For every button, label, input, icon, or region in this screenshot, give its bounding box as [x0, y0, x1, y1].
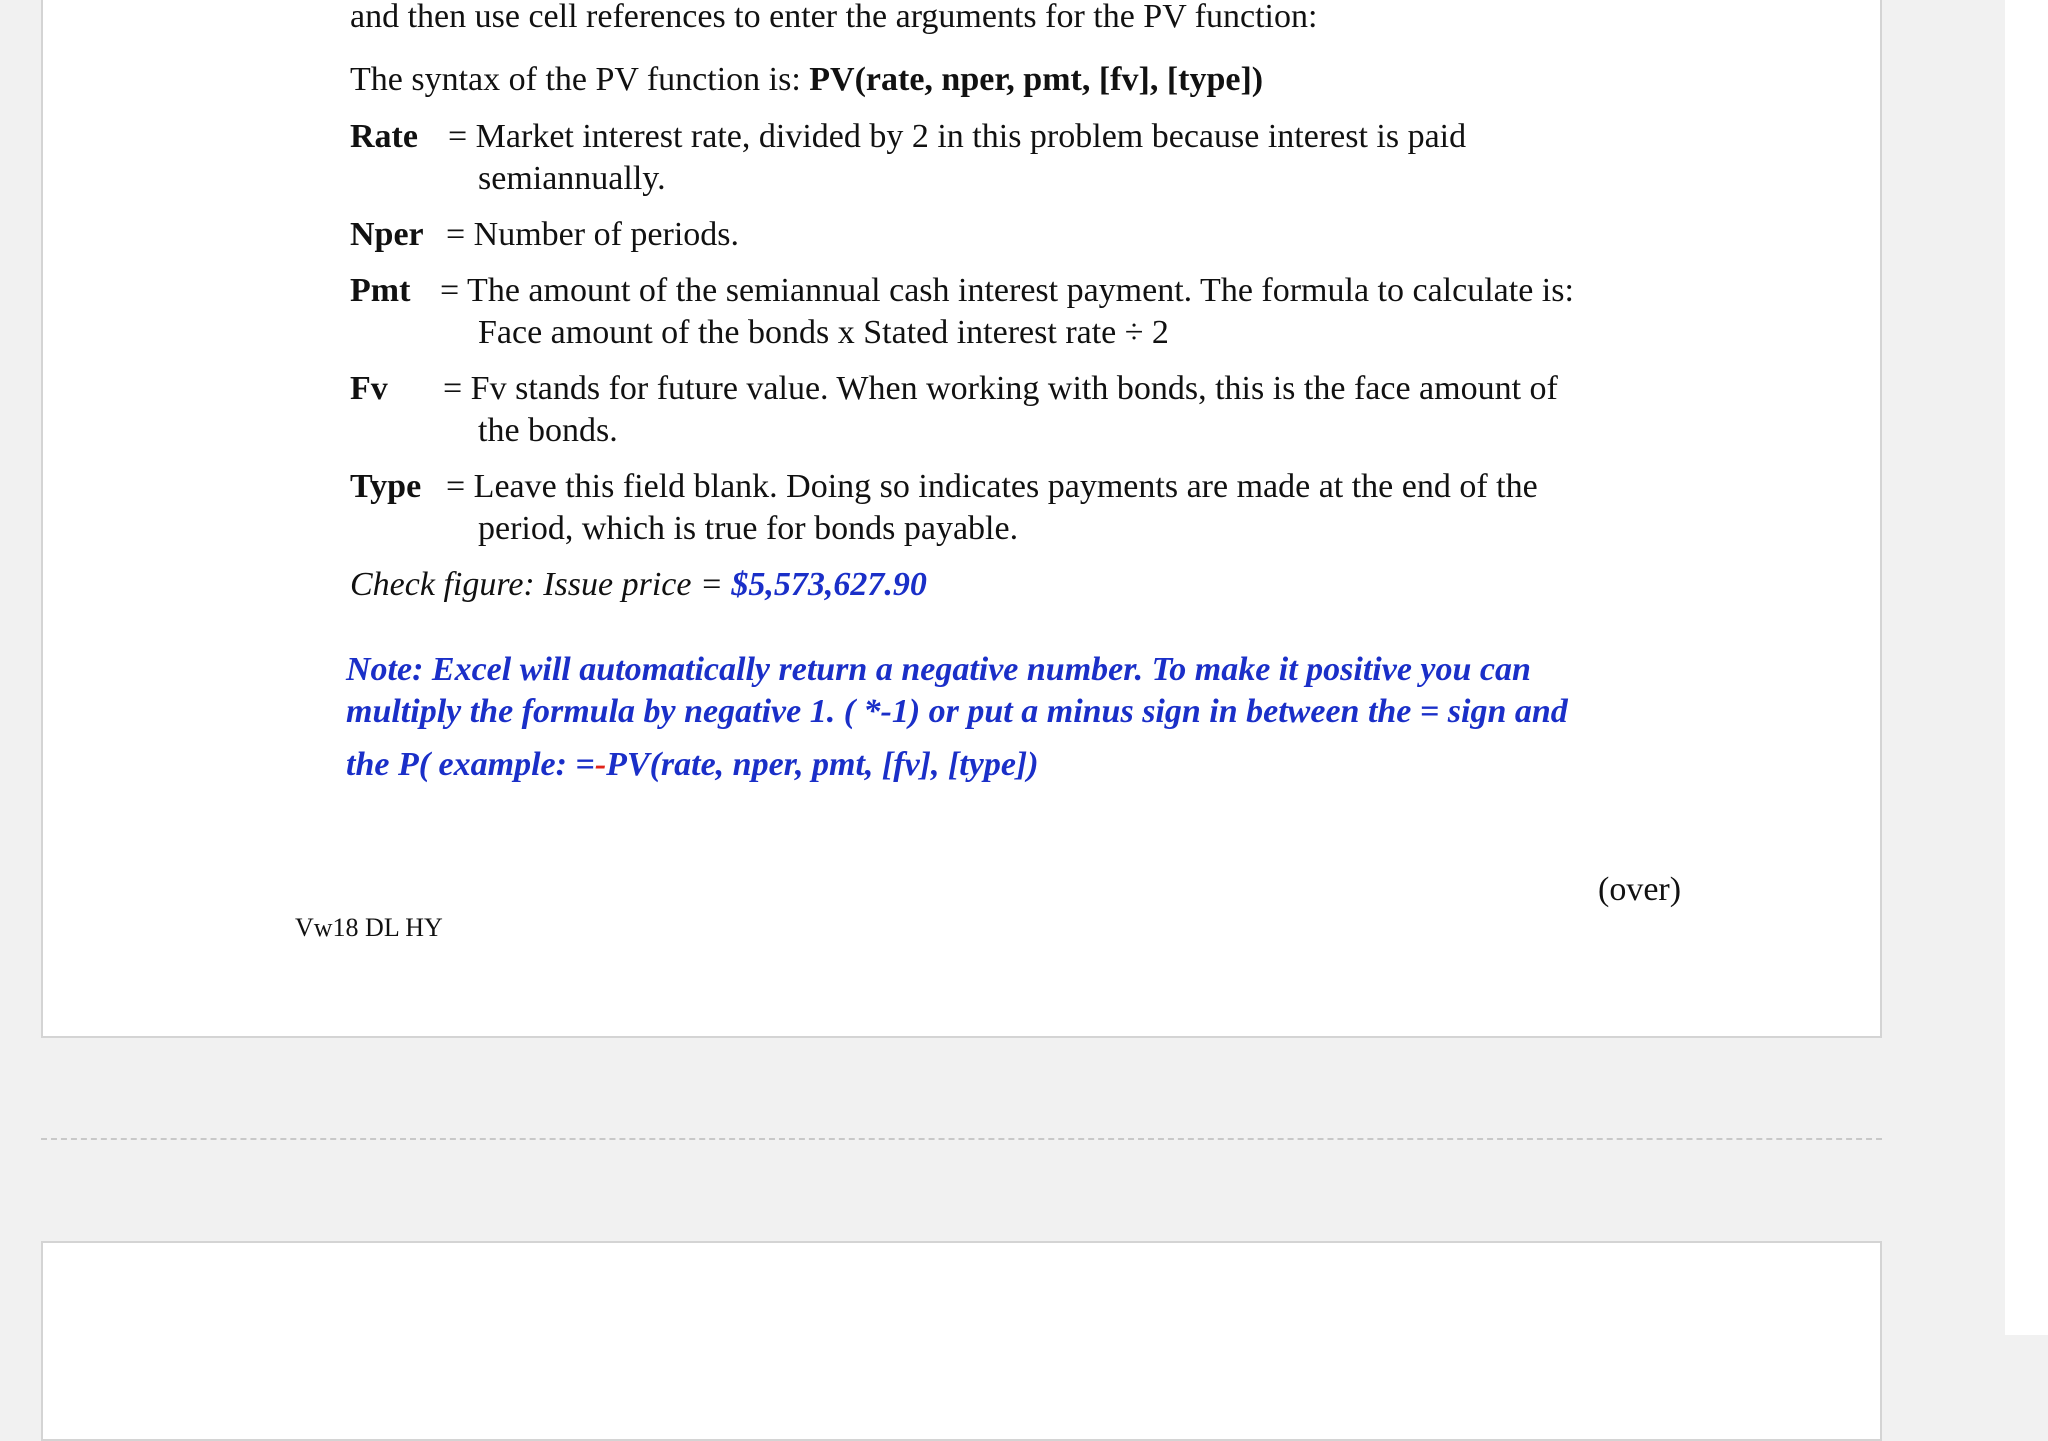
document-page-2 — [41, 1241, 1882, 1441]
note-line2: multiply the formula by negative 1. ( *-1) or put a minus sign in between the = sign and — [346, 693, 1568, 730]
note-line1: Note: Excel will automatically return a negative number. To make it positive you can — [346, 651, 1531, 688]
note-example-start: the P( example: = — [346, 746, 595, 783]
note-line3 — [346, 745, 1039, 785]
footer-code: Vw18 DL HY — [295, 913, 443, 942]
term-type: Type — [350, 468, 422, 505]
nper-definition-line1: = Number of periods. — [446, 216, 740, 253]
syntax-prefix: The syntax of the PV function is: — [350, 61, 810, 98]
rate-definition-line1: = Market interest rate, divided by 2 in this problem because interest is paid — [448, 118, 1467, 155]
type-definition-line1: = Leave this field blank. Doing so indicates payments are made at the end of the — [446, 468, 1538, 505]
check-figure — [350, 565, 927, 605]
pmt-definition-line1: = The amount of the semiannual cash interest payment. The formula to calculate is: — [440, 272, 1574, 309]
term-pmt: Pmt — [350, 272, 411, 309]
syntax-line — [350, 60, 1263, 100]
note-example-formula: PV(rate, nper, pmt, [fv], [type]) — [606, 746, 1039, 783]
pv-syntax-formula: PV(rate, nper, pmt, [fv], [type]) — [809, 61, 1264, 98]
term-rate: Rate — [350, 118, 418, 155]
over-label: (over) — [1598, 871, 1682, 908]
rate-definition-line2: semiannually. — [478, 160, 666, 197]
type-definition-line2: period, which is true for bonds payable. — [478, 510, 1019, 547]
note-minus-sign: - — [594, 746, 607, 783]
fv-definition-line2: the bonds. — [478, 412, 618, 449]
term-fv: Fv — [350, 370, 388, 407]
term-nper: Nper — [350, 216, 424, 253]
intro-line: and then use cell references to enter the arguments for the PV function: — [350, 0, 1318, 35]
fv-definition-line1: = Fv stands for future value. When working with bonds, this is the face amount of — [443, 370, 1558, 407]
page-break-divider — [41, 1138, 1882, 1140]
check-figure-value: $5,573,627.90 — [731, 566, 927, 603]
right-gutter — [2005, 0, 2048, 1335]
check-figure-label: Check figure: Issue price = — [350, 566, 732, 603]
pmt-definition-line2: Face amount of the bonds x Stated interest rate ÷ 2 — [478, 314, 1169, 351]
